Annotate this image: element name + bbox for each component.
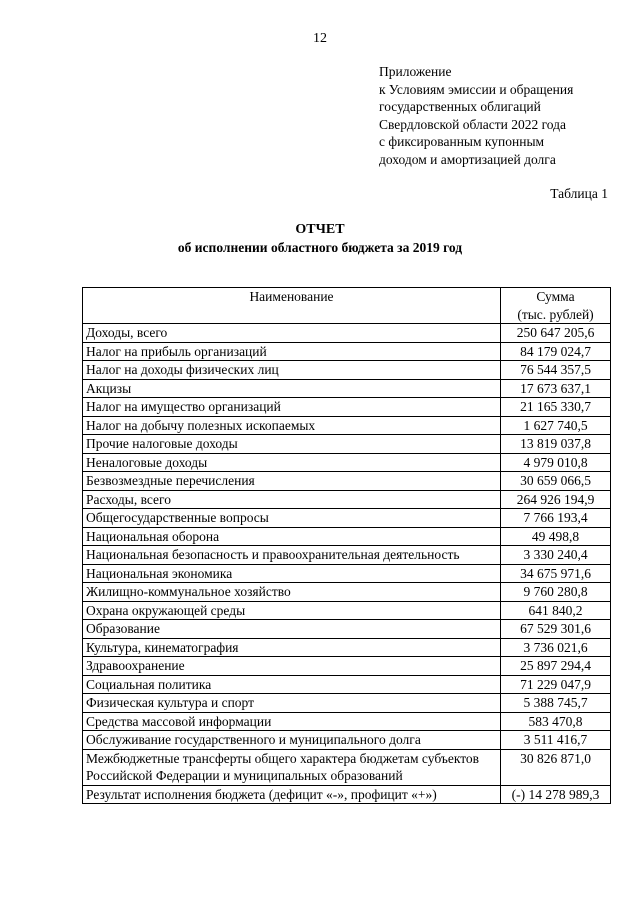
row-amount-cell: 3 330 240,4 — [501, 546, 611, 565]
row-amount-cell: 250 647 205,6 — [501, 324, 611, 343]
column-header-sum-line2: (тыс. рублей) — [517, 306, 594, 322]
table-row — [83, 675, 611, 694]
appendix-line: к Условиям эмиссии и обращения — [379, 81, 574, 97]
row-amount-cell: 34 675 971,6 — [501, 564, 611, 583]
row-amount-cell: 67 529 301,6 — [501, 620, 611, 639]
row-amount-cell: 3 511 416,7 — [501, 731, 611, 750]
table-row — [83, 620, 611, 639]
appendix-line: Приложение — [379, 64, 452, 79]
budget-report-table — [82, 287, 611, 804]
row-name-cell: Средства массовой информации — [83, 712, 501, 731]
row-amount-cell: 641 840,2 — [501, 601, 611, 620]
row-name-cell: Культура, кинематография — [83, 638, 501, 657]
row-amount-cell: 264 926 194,9 — [501, 490, 611, 509]
row-name-cell: Неналоговые доходы — [83, 453, 501, 472]
appendix-note — [379, 63, 573, 169]
row-amount-cell: 583 470,8 — [501, 712, 611, 731]
table-row — [83, 657, 611, 676]
table-header-row — [83, 288, 611, 324]
row-name-cell: Налог на имущество организаций — [83, 398, 501, 417]
table-row — [83, 398, 611, 417]
row-name-cell: Результат исполнения бюджета (дефицит «-», профицит «+») — [83, 785, 501, 804]
row-amount-cell: 30 659 066,5 — [501, 472, 611, 491]
column-header-sum — [501, 288, 611, 324]
row-name-cell: Прочие налоговые доходы — [83, 435, 501, 454]
row-amount-cell: 21 165 330,7 — [501, 398, 611, 417]
row-amount-cell: 30 826 871,0 — [501, 749, 611, 785]
table-row — [83, 435, 611, 454]
row-name-cell: Национальная оборона — [83, 527, 501, 546]
row-amount-cell: 76 544 357,5 — [501, 361, 611, 380]
column-header-name: Наименование — [83, 288, 501, 324]
table-row — [83, 583, 611, 602]
row-amount-cell: 49 498,8 — [501, 527, 611, 546]
row-amount-cell: 13 819 037,8 — [501, 435, 611, 454]
table-label: Таблица 1 — [550, 186, 608, 201]
table-row — [83, 564, 611, 583]
table-row — [83, 324, 611, 343]
table-row — [83, 712, 611, 731]
appendix-line: с фиксированным купонным — [379, 134, 545, 150]
row-name-cell: Физическая культура и спорт — [83, 694, 501, 713]
table-row — [83, 785, 611, 804]
row-name-cell: Межбюджетные трансферты общего характера бюджетам субъектов Российской Федерации и муниципальных образований — [83, 749, 501, 785]
row-amount-cell: 5 388 745,7 — [501, 694, 611, 713]
row-amount-cell: 84 179 024,7 — [501, 342, 611, 361]
report-title: ОТЧЕТ — [295, 222, 345, 237]
row-name-cell: Здравоохранение — [83, 657, 501, 676]
row-name-cell: Общегосударственные вопросы — [83, 509, 501, 528]
row-name-cell: Охрана окружающей среды — [83, 601, 501, 620]
table-row — [83, 694, 611, 713]
table-row — [83, 453, 611, 472]
table-row — [83, 749, 611, 785]
table-row — [83, 509, 611, 528]
row-name-cell: Образование — [83, 620, 501, 639]
table-row — [83, 490, 611, 509]
row-amount-cell: 7 766 193,4 — [501, 509, 611, 528]
row-amount-cell: (-) 14 278 989,3 — [501, 785, 611, 804]
row-amount-cell: 17 673 637,1 — [501, 379, 611, 398]
column-header-sum-line1: Сумма — [536, 289, 575, 304]
page-number: 12 — [313, 31, 327, 46]
row-amount-cell: 71 229 047,9 — [501, 675, 611, 694]
row-amount-cell: 9 760 280,8 — [501, 583, 611, 602]
appendix-line: государственных облигаций — [379, 99, 541, 115]
table-row — [83, 638, 611, 657]
row-name-cell: Налог на прибыль организаций — [83, 342, 501, 361]
table-row — [83, 361, 611, 380]
row-amount-cell: 3 736 021,6 — [501, 638, 611, 657]
row-name-cell: Безвозмездные перечисления — [83, 472, 501, 491]
row-amount-cell: 25 897 294,4 — [501, 657, 611, 676]
table-row — [83, 527, 611, 546]
row-name-cell: Социальная политика — [83, 675, 501, 694]
row-amount-cell: 1 627 740,5 — [501, 416, 611, 435]
row-name-cell: Расходы, всего — [83, 490, 501, 509]
report-subtitle: об исполнении областного бюджета за 2019 год — [177, 240, 463, 255]
table-row — [83, 731, 611, 750]
table-row — [83, 472, 611, 491]
row-name-cell: Национальная экономика — [83, 564, 501, 583]
table-row — [83, 379, 611, 398]
table-row — [83, 342, 611, 361]
table-body — [83, 324, 611, 804]
row-name-cell: Доходы, всего — [83, 324, 501, 343]
row-name-cell: Жилищно-коммунальное хозяйство — [83, 583, 501, 602]
appendix-line: Свердловской области 2022 года — [379, 116, 567, 132]
table-row — [83, 546, 611, 565]
table-row — [83, 416, 611, 435]
row-name-cell: Налог на доходы физических лиц — [83, 361, 501, 380]
row-name-cell: Обслуживание государственного и муниципального долга — [83, 731, 501, 750]
row-amount-cell: 4 979 010,8 — [501, 453, 611, 472]
table-row — [83, 601, 611, 620]
row-name-cell: Налог на добычу полезных ископаемых — [83, 416, 501, 435]
appendix-line: доходом и амортизацией долга — [379, 151, 556, 167]
row-name-cell: Национальная безопасность и правоохранительная деятельность — [83, 546, 501, 565]
row-name-cell: Акцизы — [83, 379, 501, 398]
